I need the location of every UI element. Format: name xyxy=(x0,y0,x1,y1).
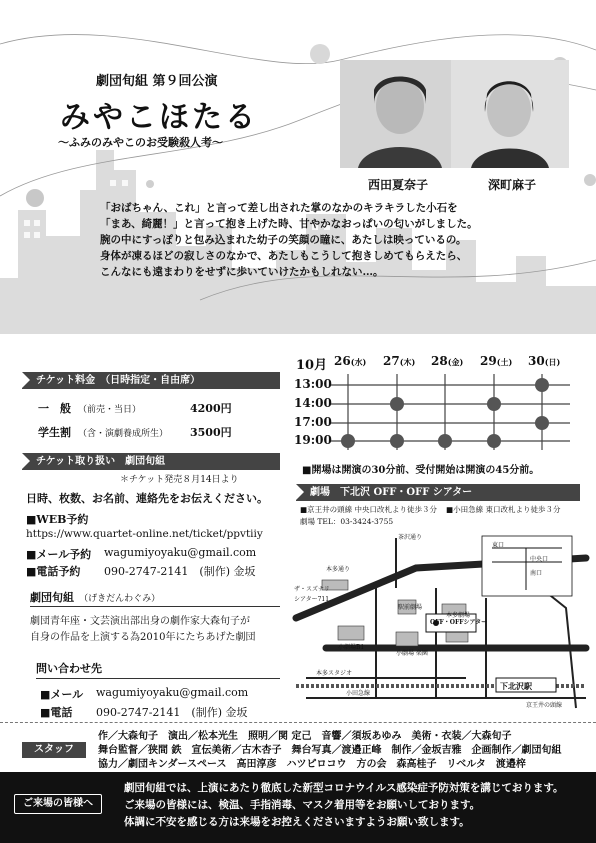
mail-label: ■メール予約 xyxy=(26,548,92,561)
performance-dot xyxy=(390,434,404,448)
map-label-chazawa: 茶沢通り xyxy=(398,534,423,541)
schedule-date xyxy=(528,354,560,368)
schedule-time: 17:00 xyxy=(294,415,332,429)
story-line: 腕の中にすっぽりと包み込まれた幼子の笑顔の瞳に、あたしは映っているの。 xyxy=(100,234,467,246)
notice-footer xyxy=(0,772,596,843)
notice-line: ご来場の皆様には、検温、手指消毒、マスク着用等をお願いしております。 xyxy=(124,799,481,811)
venue-access-1: ■京王井の頭線 中央口改札より徒歩３分 xyxy=(300,505,437,514)
schedule-date xyxy=(334,354,366,368)
cast-name-2: 深町麻子 xyxy=(488,178,537,192)
map-label-suzunari: ザ・スズナリ xyxy=(294,586,330,593)
story-line: 「まあ、綺麗！」と言って抱き上げた時、甘やかなおっぱいの匂いがしました。 xyxy=(100,218,478,230)
map-label-honda-dori: 本多通り xyxy=(326,566,351,573)
map-label-honda-studio: 本多スタジオ xyxy=(316,670,353,677)
map-label-ekimae: 駅前劇場 xyxy=(398,604,423,611)
phone-number: 090-2747-2141 (制作) 金坂 xyxy=(104,565,256,578)
performance-dot xyxy=(535,378,549,392)
staff-credits xyxy=(98,730,561,772)
schedule-weekday: (土) xyxy=(496,357,513,367)
cast-name-1: 西田夏奈子 xyxy=(368,178,429,192)
map-label-offoff: OFF・OFFシアター xyxy=(430,619,488,626)
venue-header: 劇場 下北沢 OFF・OFF シアター xyxy=(296,484,580,501)
web-label: ■WEB予約 xyxy=(26,513,89,526)
schedule-month: 10月 xyxy=(296,358,328,373)
schedule-date xyxy=(383,354,415,368)
map-label-minamiguchi: 南口 xyxy=(530,570,543,577)
schedule-date xyxy=(431,354,463,368)
student-price: 3500円 xyxy=(190,426,232,439)
schedule-day: 29 xyxy=(480,354,497,368)
performance-dot xyxy=(487,434,501,448)
performance-dot xyxy=(438,434,452,448)
general-note: （前売・当日） xyxy=(78,405,142,415)
staff-line: 協力／劇団キンダースペース 高田淳彦 ハツピロコウ 方の会 森高桂子 リベルタ 渡邉梓 xyxy=(98,759,526,770)
schedule-day: 26 xyxy=(334,354,351,368)
instruction: 日時、枚数、お名前、連絡先をお伝えください。 xyxy=(26,492,268,505)
contact-phone: 090-2747-2141 (制作) 金坂 xyxy=(96,706,248,719)
map-label-keio: 京王井の頭線 xyxy=(526,702,563,709)
ticket-price-header: チケット料金 （日時指定・自由席） xyxy=(22,372,280,389)
performance-dot xyxy=(487,397,501,411)
contact-mail-label: ■メール xyxy=(40,688,84,701)
schedule-weekday: (日) xyxy=(544,357,561,367)
venue-map xyxy=(286,528,590,720)
staff-line: 舞台監督／狭間 鉄 宣伝美術／古木杏子 舞台写真／渡邉正峰 制作／金坂吉雅 企画制作／劇団旬組 xyxy=(98,745,562,756)
web-url-link[interactable]: https://www.quartet-online.net/ticket/ppvtiiy xyxy=(26,528,263,540)
story-line: 身体が凍るほどの寂しさのなかで、あたしもこうして抱きしめてもらえたら、 xyxy=(100,250,468,262)
about-reading: （げきだんわぐみ） xyxy=(79,594,161,604)
map-label-711: シアター711 xyxy=(294,596,330,603)
performance-dot xyxy=(341,434,355,448)
story-line: こんなにも遠まわりをせずに歩いていけたかもしれない…。 xyxy=(100,266,384,278)
schedule-note: ■開場は開演の30分前、受付開始は開演の45分前。 xyxy=(302,465,540,476)
mail-address[interactable]: wagumiyoyaku@gmail.com xyxy=(104,546,257,559)
schedule-time: 19:00 xyxy=(294,433,332,447)
map-label-odakyu: 小田急線 xyxy=(346,690,371,697)
notice-text xyxy=(124,780,564,831)
schedule-day: 28 xyxy=(431,354,448,368)
map-label-higashiguchi: 東口 xyxy=(492,542,505,549)
staff-divider xyxy=(0,722,596,723)
schedule-weekday: (水) xyxy=(350,357,367,367)
student-label: 学生割 xyxy=(38,426,71,439)
map-label-rakuen: 小劇場 楽園 xyxy=(396,650,428,657)
venue-tel: 劇場 TEL：03-3424-3755 xyxy=(300,517,394,526)
schedule-weekday: (金) xyxy=(447,357,464,367)
contact-header: 問い合わせ先 xyxy=(36,660,280,679)
general-label: 一 般 xyxy=(38,402,71,415)
staff-line: 作／大森旬子 演出／松本光生 照明／関 定己 音響／須坂あゆみ 美術・衣装／大森旬子 xyxy=(98,731,512,742)
release-note: ＊チケット発売８月14日より xyxy=(120,475,239,485)
performance-dot xyxy=(390,397,404,411)
map-label-chuoguchi: 中央口 xyxy=(530,556,549,563)
contact-phone-label: ■電話 xyxy=(40,706,73,719)
map-label-honda: 本多劇場 xyxy=(446,612,471,619)
map-label-station: 下北沢駅 xyxy=(500,681,532,691)
ticket-handling-header: チケット取り扱い 劇団旬組 xyxy=(22,453,280,470)
phone-label: ■電話予約 xyxy=(26,565,81,578)
schedule-weekday: (木) xyxy=(399,357,416,367)
map-label-b1: 小劇場B1 xyxy=(338,644,365,651)
page-title: みやこほたる xyxy=(60,100,258,135)
performance-dot xyxy=(535,416,549,430)
about-header: 劇団旬組 xyxy=(30,591,74,604)
schedule-time: 13:00 xyxy=(294,377,332,391)
student-note: （含・演劇養成所生） xyxy=(78,429,169,439)
schedule-time: 14:00 xyxy=(294,396,332,410)
schedule-day: 27 xyxy=(383,354,400,368)
general-price: 4200円 xyxy=(190,402,232,415)
notice-label: ご来場の皆様へ xyxy=(14,794,102,814)
contact-mail[interactable]: wagumiyoyaku@gmail.com xyxy=(96,686,249,699)
about-line: 自身の作品を上演する為2010年にたちあげた劇団 xyxy=(30,632,256,643)
story-line: 「おばちゃん、これ」と言って差し出された掌のなかのキラキラした小石を xyxy=(100,202,458,214)
notice-line: 体調に不安を感じる方は来場をお控えくださいますようお願い致します。 xyxy=(124,816,470,828)
schedule-date xyxy=(480,354,512,368)
staff-label: スタッフ xyxy=(22,742,86,758)
subtitle: 〜ふみのみやこのお受験殺人考〜 xyxy=(58,136,223,149)
venue-access-2: ■小田急線 東口改札より徒歩３分 xyxy=(446,505,561,514)
company-issue: 劇団旬組 第９回公演 xyxy=(96,74,218,89)
about-line: 劇団青年座・文芸演出部出身の劇作家大森旬子が xyxy=(30,616,250,627)
schedule-day: 30 xyxy=(528,354,545,368)
notice-line: 劇団旬組では、上演にあたり徹底した新型コロナウイルス感染症予防対策を講じております。 xyxy=(124,782,564,794)
